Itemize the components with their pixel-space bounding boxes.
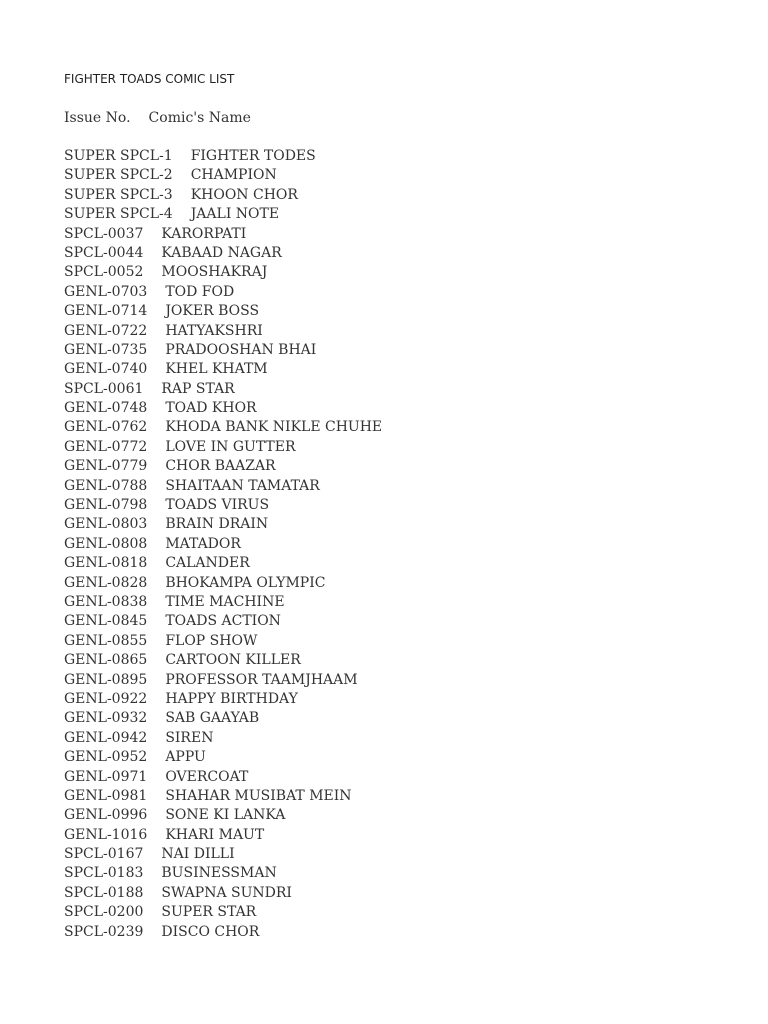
issue-number: GENL-0855: [64, 632, 148, 649]
issue-number: GENL-0838: [64, 593, 148, 610]
comic-name: CALANDER: [165, 555, 250, 572]
list-item: [64, 593, 748, 612]
comic-name: TIME MACHINE: [165, 593, 285, 610]
issue-number: GENL-0714: [64, 303, 148, 320]
issue-number: SPCL-0188: [64, 884, 144, 901]
comic-name: JOKER BOSS: [165, 303, 260, 320]
comic-name: KHOON CHOR: [190, 186, 298, 203]
issue-number: GENL-0971: [64, 768, 148, 785]
comic-name: APPU: [165, 749, 206, 766]
comic-name: HAPPY BIRTHDAY: [165, 690, 298, 707]
issue-number: SPCL-0200: [64, 904, 144, 921]
comic-name: SIREN: [165, 729, 214, 746]
issue-number: GENL-0981: [64, 787, 148, 804]
comic-name: KHEL KHATM: [165, 361, 268, 378]
issue-number: SUPER SPCL-2: [64, 167, 173, 184]
issue-number: GENL-0748: [64, 400, 148, 417]
comic-name: CARTOON KILLER: [165, 652, 301, 669]
issue-number: SUPER SPCL-1: [64, 148, 173, 164]
issue-number: GENL-0798: [64, 497, 148, 514]
issue-number: SPCL-0167: [64, 846, 144, 863]
issue-number: GENL-0845: [64, 613, 148, 630]
issue-number: GENL-0865: [64, 652, 148, 669]
issue-number: GENL-0779: [64, 458, 148, 475]
list-item: [64, 166, 748, 185]
comic-list: [64, 147, 748, 942]
issue-number: SUPER SPCL-3: [64, 186, 173, 203]
list-item: [64, 709, 748, 728]
list-item: [64, 554, 748, 573]
comic-name: KARORPATI: [161, 225, 247, 242]
comic-name: KHODA BANK NIKLE CHUHE: [165, 419, 383, 436]
comic-name: RAP STAR: [161, 380, 235, 397]
list-item: [64, 748, 748, 767]
comic-name: BUSINESSMAN: [161, 865, 277, 882]
list-item: [64, 806, 748, 825]
comic-name-header: Comic's Name: [148, 110, 251, 126]
list-item: [64, 360, 748, 379]
comic-name: LOVE IN GUTTER: [165, 438, 296, 455]
issue-number: GENL-0996: [64, 807, 148, 824]
issue-number: GENL-0740: [64, 361, 148, 378]
comic-name: TOADS VIRUS: [165, 497, 270, 514]
issue-number: SPCL-0239: [64, 923, 144, 940]
list-item: [64, 225, 748, 244]
list-item: [64, 147, 748, 166]
issue-number: GENL-0922: [64, 690, 148, 707]
comic-name: HATYAKSHRI: [165, 322, 263, 339]
issue-number: SPCL-0037: [64, 225, 144, 242]
list-item: [64, 496, 748, 515]
comic-name: CHOR BAAZAR: [165, 458, 276, 475]
comic-name: TOAD KHOR: [165, 400, 257, 417]
list-item: [64, 283, 748, 302]
list-item: [64, 380, 748, 399]
issue-number: GENL-1016: [64, 826, 148, 843]
issue-number: GENL-0803: [64, 516, 148, 533]
list-item: [64, 729, 748, 748]
comic-name: OVERCOAT: [165, 768, 249, 785]
comic-name: PRADOOSHAN BHAI: [165, 341, 317, 358]
issue-number: SPCL-0044: [64, 244, 144, 261]
issue-number: GENL-0788: [64, 477, 148, 494]
list-item: [64, 205, 748, 224]
list-item: [64, 341, 748, 360]
issue-number: GENL-0895: [64, 671, 148, 688]
list-item: [64, 884, 748, 903]
comic-name: TOD FOD: [165, 283, 235, 300]
list-header-row: [64, 109, 748, 128]
comic-name: SHAHAR MUSIBAT MEIN: [165, 787, 352, 804]
comic-name: TOADS ACTION: [165, 613, 281, 630]
list-item: [64, 864, 748, 883]
issue-number: SPCL-0052: [64, 264, 144, 281]
list-item: [64, 457, 748, 476]
issue-number: GENL-0735: [64, 341, 148, 358]
issue-number: GENL-0942: [64, 729, 148, 746]
comic-name: BHOKAMPA OLYMPIC: [165, 574, 326, 591]
list-item: [64, 787, 748, 806]
comic-name: SAB GAAYAB: [165, 710, 260, 727]
comic-name: NAI DILLI: [161, 846, 235, 863]
comic-name: KHARI MAUT: [165, 826, 265, 843]
issue-number: GENL-0772: [64, 438, 148, 455]
list-item: [64, 768, 748, 787]
list-item: [64, 923, 748, 942]
list-item: [64, 651, 748, 670]
list-item: [64, 418, 748, 437]
issue-number: SPCL-0061: [64, 380, 144, 397]
list-item: [64, 477, 748, 496]
comic-name: SONE KI LANKA: [165, 807, 286, 824]
comic-name: PROFESSOR TAAMJHAAM: [165, 671, 358, 688]
list-item: [64, 302, 748, 321]
list-item: [64, 263, 748, 282]
issue-number: SPCL-0183: [64, 865, 144, 882]
comic-name: BRAIN DRAIN: [165, 516, 269, 533]
issue-number: GENL-0808: [64, 535, 148, 552]
list-item: [64, 690, 748, 709]
list-item: [64, 535, 748, 554]
list-item: [64, 671, 748, 690]
list-item: [64, 399, 748, 418]
issue-number: GENL-0818: [64, 555, 148, 572]
comic-name: KABAAD NAGAR: [161, 244, 282, 261]
list-item: [64, 186, 748, 205]
document-page: [64, 70, 748, 942]
comic-name: SHAITAAN TAMATAR: [165, 477, 320, 494]
comic-name: JAALI NOTE: [190, 206, 280, 223]
comic-name: DISCO CHOR: [161, 923, 260, 940]
issue-number: GENL-0722: [64, 322, 148, 339]
issue-number: GENL-0952: [64, 749, 148, 766]
issue-number: GENL-0932: [64, 710, 148, 727]
list-item: [64, 612, 748, 631]
comic-name: FIGHTER TODES: [190, 148, 316, 164]
comic-name: FLOP SHOW: [165, 632, 258, 649]
issue-number: GENL-0828: [64, 574, 148, 591]
list-item: [64, 845, 748, 864]
list-item: [64, 574, 748, 593]
comic-name: MATADOR: [165, 535, 241, 552]
comic-name: SUPER STAR: [161, 904, 257, 921]
list-item: [64, 632, 748, 651]
document-title: FIGHTER TOADS COMIC LIST: [64, 72, 235, 86]
list-item: [64, 826, 748, 845]
issue-number: GENL-0703: [64, 283, 148, 300]
list-item: [64, 322, 748, 341]
list-item: [64, 903, 748, 922]
comic-name: SWAPNA SUNDRI: [161, 884, 292, 901]
list-item: [64, 438, 748, 457]
issue-number: SUPER SPCL-4: [64, 206, 173, 223]
issue-number: GENL-0762: [64, 419, 148, 436]
list-item: [64, 515, 748, 534]
comic-name: MOOSHAKRAJ: [161, 264, 268, 281]
list-item: [64, 244, 748, 263]
comic-name: CHAMPION: [190, 167, 277, 184]
issue-number-header: Issue No.: [64, 110, 131, 126]
